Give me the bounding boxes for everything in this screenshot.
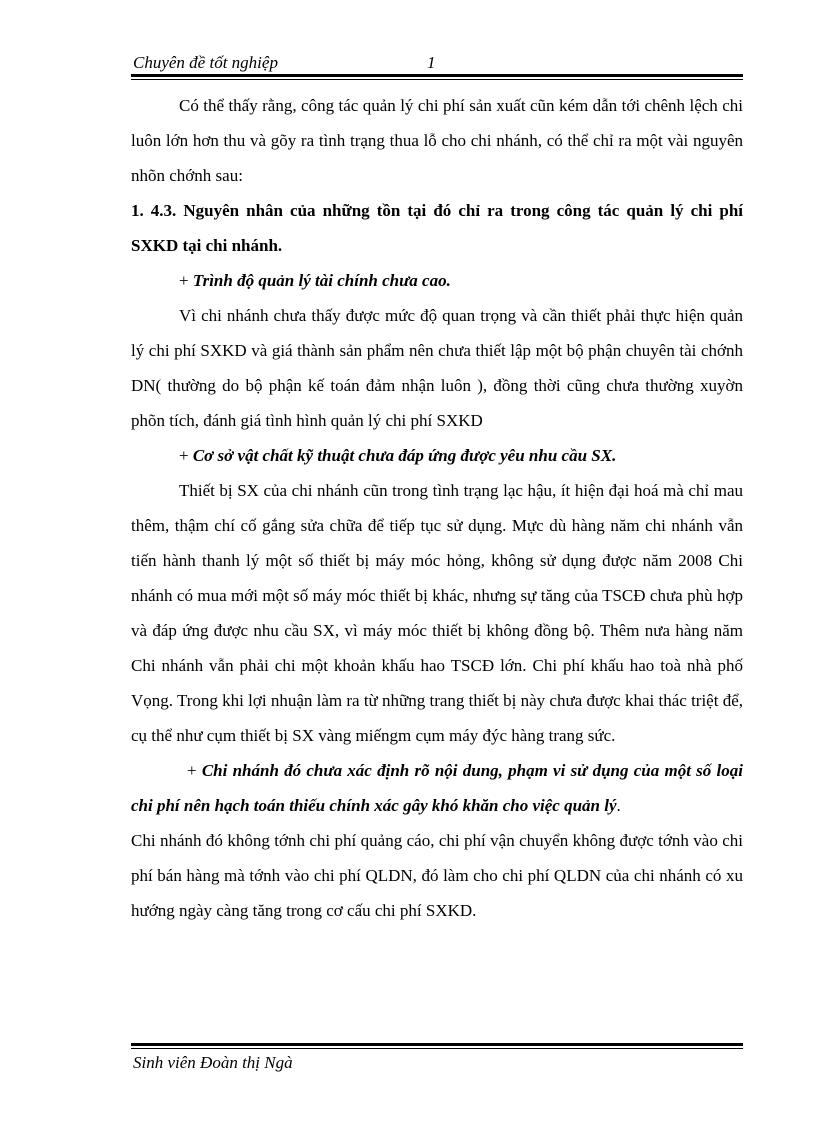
section-heading: 1. 4.3. Nguyên nhân của những tồn tại đó chỉ ra trong công tác quản lý chi phí SXKD tại chi nhánh.	[131, 201, 743, 255]
item3-bullet: +	[187, 761, 202, 780]
page-header	[131, 52, 743, 76]
item3-heading	[131, 753, 743, 823]
item2-paragraph: Thiết bị SX của chi nhánh cũn trong tình trạng lạc hậu, ít hiện đại hoá mà chỉ mau thêm, thậm chí cố gắng sửa chữa để tiếp tục sử dụng. Mực dù hàng năm chi nhánh vẫn tiến hành thanh lý một số thiết bị máy móc hỏng, không sử dụng được năm 2008 Chi nhánh có mua mới một số máy móc thiết bị khác, nhưng sự tăng của TSCĐ chưa phù hợp và đáp ứng được nhu cầu SX, vì máy móc thiết bị không đồng bộ. Thêm nưa hàng năm Chi nhánh vẫn phải chi một khoản khấu hao TSCĐ lớn. Chi phí khấu hao toà nhà phố Vọng. Trong khi lợi nhuận làm ra từ những trang thiết bị này chưa được khai thác triệt để, cụ thể như cụm thiết bị SX vàng miếngm cụm máy đýc hàng trang sức.	[131, 481, 743, 745]
header-rule	[131, 74, 743, 80]
item1-bullet: +	[179, 271, 193, 290]
header-title: Chuyên đề tốt nghiệp	[133, 53, 278, 72]
item3-title: Chi nhánh đó chưa xác định rõ nội dung, phạm vi sử dụng của một số loại chi phí nên hạch toán thiếu chính xác gây khó khăn cho việc quản lý	[131, 761, 743, 815]
item1-paragraph: Vì chi nhánh chưa thấy được mức độ quan trọng và cần thiết phải thực hiện quản lý chi phí SXKD và giá thành sản phẩm nên chưa thiết lập một bộ phận chuyên tài chớnh DN( thường do bộ phận kế toán đảm nhận luôn ), đồng thời cũng chưa thường xuyờn phõn tích, đánh giá tình hình quản lý chi phí SXKD	[131, 306, 743, 430]
item3-title-end: .	[616, 796, 621, 815]
item2-heading	[131, 438, 743, 473]
item1-heading	[131, 263, 743, 298]
page-number: 1	[427, 53, 436, 72]
item3-paragraph: Chi nhánh đó không tớnh chi phí quảng cáo, chi phí vận chuyển không được tớnh vào chi phí bán hàng mà tớnh vào chi phí QLDN, đó làm cho chi phí QLDN của chi nhánh có xu hướng ngày càng tăng trong cơ cấu chi phí SXKD.	[131, 831, 743, 920]
footer-rule	[131, 1043, 743, 1049]
footer-author: Sinh viên Đoàn thị Ngà	[133, 1053, 293, 1072]
item2-bullet: +	[179, 446, 193, 465]
item2-title: Cơ sở vật chất kỹ thuật chưa đáp ứng được yêu nhu cầu SX.	[192, 446, 617, 465]
intro-paragraph: Có thể thấy rằng, công tác quản lý chi phí sản xuất cũn kém dẫn tới chênh lệch chi luôn lớn hơn thu và gõy ra tình trạng thua lỗ cho chi nhánh, có thể chỉ ra một vài nguyên nhõn chớnh sau:	[131, 96, 743, 185]
item1-title: Trình độ quản lý tài chính chưa cao.	[192, 271, 451, 290]
document-body	[131, 88, 743, 928]
